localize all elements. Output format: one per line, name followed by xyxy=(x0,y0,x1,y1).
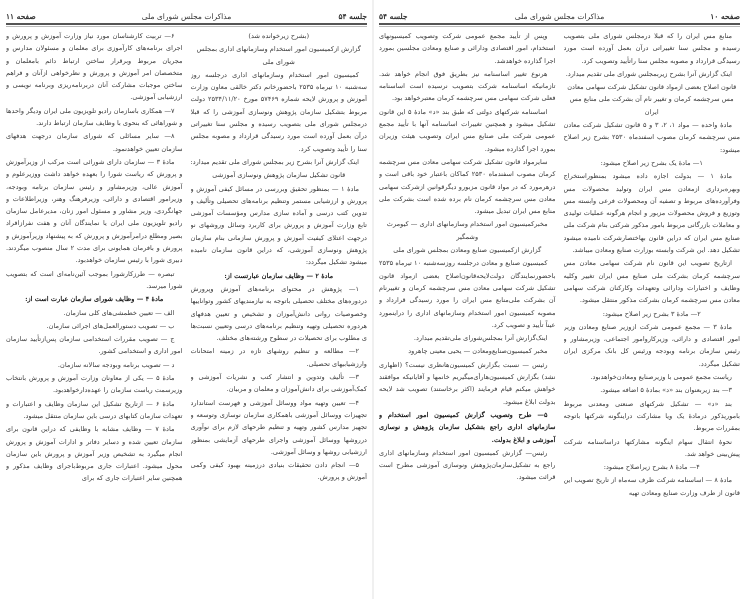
paragraph: ۱— پژوهش در محتوای برنامه‌های آموزش وپرورش دردوره‌های مختلف تحصیلی باتوجه به نیازمندیهای کشور وتواناییها وخصوصیات روانی دانش‌آموزان و تشخیص و تعیین هدفهای هردوره تحصیلی وتهیه وتنظیم برنامه‌های درسی وتعیین نسبت‌ها ی مطلوب برای تحصیلات در سطوح ورشته‌های مختلف. xyxy=(190,284,367,343)
page-right xyxy=(373,0,746,599)
paragraph: مادۀ ۶ — ازتاریخ تشکیل این سازمان وظایف و اعتبارات و تعهدات سازمان کتابهای درسی باین سازمان منتقل میشود. xyxy=(6,399,183,420)
paragraph: ۴— تعیین وتهیه مواد ووسائل آموزشی و فهرست استاندارد تجهیزات ووسائل آموزشی باهمکاری سازمان نوسازی وتوسعه و تجهیز مدارس کشور وتهیه و تنظیم طرحهای لازم برای نوآوری درروشها ووسائل آموزشی واجرای طرحهای آزمایشی بمنظور ارزشیابی روشها و وسائل آموزشی. xyxy=(190,398,367,456)
paragraph: ۳— بند زیربعنوان بند «د» بمادۀ ۵ اضافه میشود. xyxy=(600,386,732,395)
paragraph: اینک گزارش آنرا بشرح زیر بمجلس شورای ملی تقدیم میدارد: xyxy=(190,157,359,166)
paragraph: مادۀ واحده — مواد ۱، ۲، ۳ و ۵ قانون تشکیل شرکت معادن مس سرچشمه کرمان مصوب اسفندماه ۲۵۳۰ بشرح زیر اصلاح میشود: xyxy=(563,121,740,154)
paragraph: اساسنامه شرکتهای دولتی که طبق بند «د» مادۀ ۵ این قانون تشکیل میشود و همچنین تغییرات اساسنامه آنها با تأیید مجمع عمومی شرکت ملی صنایع مس ایران وتصویب هیئت وزیران بمورد اجرا گذارده میشود. xyxy=(379,107,556,153)
paragraph: مادۀ ۸ — اساسنامه شرکت ظرف سه‌ماه از تاریخ تصویب این قانون از طرف وزارت صنایع ومعادن تهیه xyxy=(563,476,740,497)
paragraph: رئیس— گزارش کمیسیون امور استخدام وسازمانهای اداری راجع به تشکیل‌سازمان‌پژوهش ونوسازی آموزشی مطرح است قرائت میشود. xyxy=(379,448,556,482)
paragraph: مادۀ ۷ — وظایف مشابه با وظایفی که دراین قانون برای سازمان تعیین شده و دسایر دفاتر و ادارات آموزش و پرورش انجام میگیرد به تشخیص وزیر آموزش و پرورش باین سازمان محول میشود. اعتبارات جاری مربوط‌باجرای وظایف مذکور و همچنین سایر اعتبارات جاری که برای xyxy=(6,425,183,483)
column-right xyxy=(564,30,741,593)
paragraph: مادۀ ۴ — وظایف شورای سازمان عبارت است از: xyxy=(25,295,164,304)
column-right xyxy=(191,30,368,593)
paragraph: نحوۀ انتقال سهام اینگونه مشارکتها دراساسنامه شرکت پیش‌بینی خواهد شد. xyxy=(563,437,740,458)
session-label: جلسه ۵۴ xyxy=(338,11,367,21)
paragraph: ۸— سایر مسائلی که شورای سازمان درجهت هدفهای سازمان تعیین خواهدنمود. xyxy=(6,132,183,153)
paragraph: ۷— همکاری باسازمان رادیو تلویزیون ملی ایران ودیگر واحدها و شوراهائی که بنحوی با وظایف سازمان ارتباط دارند. xyxy=(6,106,183,128)
paragraph: ج — تصویب مقررات استخدامی سازمان پس‌ازتأیید سازمان امور اداری و استخدامی کشور. xyxy=(6,335,183,356)
paragraph: مخبرکمیسیون امور استخدام وسازمانهای اداری — کیومرث وشمگیر xyxy=(386,220,548,241)
running-title: مذاکرات مجلس شورای ملی xyxy=(514,11,605,21)
paragraph: الف — تعیین خطمشی‌های کلی سازمان. xyxy=(63,308,175,317)
paragraph: مادۀ ۳ — سازمان دارای شورائی است مرکب از وزیرآموزش و پرورش که ریاست شورا را بعهده خواهد داشت ووزیرعلوم و آموزش عالی، وزیرمشاور و رئیس سازمان برنامه وبودجه، وزیرامور اقتصادی و دارائی، وزیرفرهنگ وهنر، وزیراطلاعات و جهانگردی، وزیر مشاور و مسئول امور زنان، مدیرعامل سازمان رادیو تلویزیون ملی ایران یا نمایندگان آنان و هفت نفرازافراد بصیر ومطلع درامرآموزش و پرورش که به پیشنهاد وزیرآموزش و پرورش و بافرمان همایونی برای مدت ۲ سال منصوب میگردند. دبیری شورا با رئیس سازمان خواهدبود. xyxy=(6,157,183,265)
paragraph: مخبر کمیسیون‌صنایع‌ومعادن — یحیی معینی چاهرود xyxy=(408,347,548,356)
paragraph: (بشرح زیرخوانده شد) xyxy=(248,32,310,40)
paragraph: ب — تصویب دستورالعمل‌های اجرائی سازمان. xyxy=(46,321,175,330)
page-header xyxy=(6,9,367,23)
paragraph: سایرمواد قانون تشکیل شرکت سهامی معادن مس سرچشمه کرمان مصوب اسفندماه ۲۵۳۰ کماکان باعتبار خود باقی است و درهرمورد که در مواد قانون مزبورو دیگرقوانین ازشرکت سهامی معادن مس سرچشمه کرمان نام برده شده است بشرکت ملی منابع مس ایران تبدیل میشود. xyxy=(379,157,556,216)
session-label: جلسه ۵۴ xyxy=(379,11,408,21)
paragraph: ریاست مجمع عمومی با وزیرصنایع ومعادن‌خواهدبود. xyxy=(590,373,732,382)
paragraph: ۶— تربیت کارشناسان مورد نیاز وزارت آموزش و پرورش و اجرای برنامه‌های کارآموزی برای معلمان و مسئولان مدارس و مجریان مربوط وبرقرار ساختن ارتباط دائم بامعلمان و متخصصان امر آموزش و پرورش و نظرخواهی ازآنان و فراهم ساختن موجبات مشارکت آنان دربرنامه‌ریزی وبرنامه نویسی و ارزشیابی آموزشی. xyxy=(6,32,183,102)
paragraph: گزارش ازکمیسیون امور استخدام وسازمانهای اداری بمجلس شورای ملی xyxy=(196,45,361,66)
paragraph: ۴— مادۀ ۸ بشرح زیراصلاح میشود: xyxy=(603,463,700,472)
header-rule-thin xyxy=(6,26,367,27)
paragraph: مادۀ ۱ — بمنظور تحقیق وبررسی در مسائل کیفی آموزش و پرورش و ارزشیابی مستمر وتنظیم برنامه‌های تحصیلی وتألیف و تدوین کتب درسی و آماده سازی مدارس ومؤسسات آموزشی تابع وزارت آموزش و پرورش برای کاربرد وسائل وروشهای نو درجهت اعتلای کیفیت آموزش و پرورش سازمانی بنام سازمان پژوهش ونوسازی آموزشی، که دراین قانون سازمان نامیده میشود تشکیل میگردد: xyxy=(190,184,367,267)
page-number: صفحه ۱۰ xyxy=(710,11,740,21)
header-rule xyxy=(379,23,740,25)
running-title: مذاکرات مجلس شورای ملی xyxy=(141,11,232,21)
paragraph: ۵— انجام دادن تحقیقات بنیادی درزمینه بهبود کیفی وکمی آموزش و پرورش. xyxy=(190,461,367,482)
paragraph: هرنوع تغییر اساسنامه نیز بطریق فوق انجام خواهد شد. تازمانیکه اساسنامه شرکت بتصویب نرسیده است اساسنامه فعلی شرکت سهامی مس سرچشمه کرمان معتبرخواهد بود. xyxy=(379,69,556,103)
page-number: صفحه ۱۱ xyxy=(6,11,36,21)
paragraph: ازتاریخ تصویب این قانون نام شرکت سهامی معادن مس سرچشمه کرمان بشرکت ملی صنایع مس ایران تغییر وکلیه وظایف و اختیارات ودارائی وتعهدات وکارکنان شرکت سهامی معادن مس سرچشمه کرمان بشرکت مذکور منتقل میشود. xyxy=(563,259,740,305)
paragraph: اینک‌گزارش آنرا بمجلس‌شورای ملی‌تقدیم میدارد. xyxy=(413,334,548,343)
text-columns xyxy=(379,30,740,593)
paragraph: د — تصویب برنامه وبودجه سالانه سازمان. xyxy=(57,360,175,369)
column-left xyxy=(379,30,556,593)
page-header xyxy=(379,9,740,23)
paragraph: مادۀ ۳ — مجمع عمومی شرکت ازوزیر صنایع ومعادن وزیر امور اقتصادی و دارائی، وزیرکارو‌امور اجتماعی، وزیرمشاور و رئیس سازمان برنامه وبودجه ورئیس کل بانک مرکزی ایران تشکیل میگردد. xyxy=(563,322,740,368)
paragraph: کمیسیون امور استخدام وسازمانهای اداری درجلسه روز سه‌شنبه ۱۰ تیرماه ۲۵۳۵ باحضورخانم دکتر خالقی معاون وزارت آموزش و پرورش لایحه شماره ۵۷۴۶۹ مورخ ۲۵۳۴/۱۱/۲۰ دولت مربوط بتشکیل سازمان پژوهش ونوسازی آموزشی را که قبلا درمجلس شورای ملی بتصویب رسیده و مجلس سنا تغییراتی درآن بعمل آورده است مورد رسیدگی قرارداد و مصوبه مجلس سنا را تأیید وتصویب کرد. xyxy=(190,70,367,153)
paragraph: مادۀ ۱ — بدولت اجازه داده میشود بمنظوراستخراج وبهره‌برداری ازمعادن مس ایران وتولید محصولات مس وفرآورده‌های مربوط و تصفیه آن ومحصولات فرعی وابسته مس وتوزیع و فروش محصولات مزبور و انجام هرگونه عملیات تولیدی و معاملات بازرگانی مربوط بامور مذکور شرکتی بنام شرکت ملی صنایع مس ایران که دراین قانون بهاختصارشرکت نامیده میشود تشکیل دهد. این شرکت وابسته بوزارت صنایع ومعادن میباشد. xyxy=(563,172,740,255)
paragraph: ۳— تألیف وتدوین و انتشار کتب و نشریات آموزشی و کمک‌آموزشی برای دانش‌آموزان و معلمان و مربیان. xyxy=(190,373,367,394)
paragraph: رئیس — نسبت بگزارش کمیسیون‌هانظری نیست؟ (اظهاری نشد) بگزارش کمیسیون‌هارأی‌میگیریم خانمها و آقایانیکه موافقند خواهش میکنم قیام فرمایند (اکثر برخاستند) تصویب شد لایحه بدولت ابلاغ میشود. xyxy=(379,360,556,406)
paragraph: بند «د» — تشکیل شرکتهای صنعتی ومعدنی مربوط باموریذکور درمادۀ یک ویا مشارکت دراینگونه شرکتها باتوجه بمقررات مربوط. xyxy=(563,399,740,433)
paragraph: منابع مس ایران را که قبلا درمجلس شورای ملی بتصویب رسیده و مجلس سنا تغییراتی درآن بعمل آورده است مورد رسیدگی قرارداد و مصوبه مجلس سنا راتأیید وتصویب کرد. xyxy=(563,32,740,65)
paragraph: اینک گزارش آنرا بشرح زیربمجلس شورای ملی تقدیم میدارد. xyxy=(565,69,732,78)
column-left xyxy=(6,30,183,593)
header-rule xyxy=(6,23,367,25)
paragraph: ۲— مطالعه و تنظیم روشهای تازه در زمینه امتحانات وارزشیابیهای تحصیلی. xyxy=(190,347,367,368)
paragraph: گزارش ازکمیسیون صنایع ومعادن بمجلس شورای ملی xyxy=(393,246,542,255)
paragraph: مادۀ ۲ — وظایف سازمان عبارتست از: xyxy=(224,271,334,280)
paragraph: مادۀ ۵ — یکی از معاونان وزارت آموزش و پرورش بانتخاب وزیرسمت ریاست سازمان را عهده‌دارخواهدبود. xyxy=(6,374,183,395)
paragraph: قانون اصلاح بعضی ازمواد قانون تشکیل شرکت سهامی معادن مس سرچشمه کرمان و تغییر نام آن بشرکت ملی منابع مس ایران xyxy=(567,83,737,116)
paragraph: ۲— مادۀ ۳ بشرح زیر اصلاح میشود: xyxy=(602,309,701,318)
paragraph: قانون تشکیل سازمان پژوهش ونوسازی آموزشی xyxy=(212,171,346,180)
paragraph: ۱— مادۀ یک بشرح زیر اصلاح میشود: xyxy=(600,158,703,167)
paragraph: تبصره — طرزکارشورا بموجب آئین‌نامه‌ای است که بتصویب شورا میرسد. xyxy=(6,269,183,290)
paragraph: وپس از تأیید مجمع عمومی شرکت وتصویب کمیسیونهای استخدام، امور اقتصادی ودارائی و صنایع ومعادن مجلسین بمورد اجرا گذارده خواهدشد. xyxy=(379,32,556,65)
paragraph: کمیسیون صنایع و معادن درجلسه روزسه‌شنبه ۱۰ تیرماه ۲۵۳۵ باحضورنمایندگان دولت‌لایحه‌قانون‌اصلاح بعضی ازمواد قانون تشکیل شرکت سهامی معادن مس سرچشمه کرمان و تغییرنام آن بشرکت ملی‌منابع مس ایران را مورد رسیدگی قرارداد و مصوبه کمیسیون امور استخدام وسازمانهای اداری را دراینمورد عیناً تأیید و تصویب کرد. xyxy=(379,259,556,329)
paragraph: ۵— طرح وتصویب گزارش کمیسیون امور استخدام و سازمانهای اداری راجع بتشکیل سازمان پژوهش و نوسازی آموزشی و ابلاغ بدولت. xyxy=(379,410,556,444)
text-columns xyxy=(6,30,367,593)
header-rule-thin xyxy=(379,26,740,27)
